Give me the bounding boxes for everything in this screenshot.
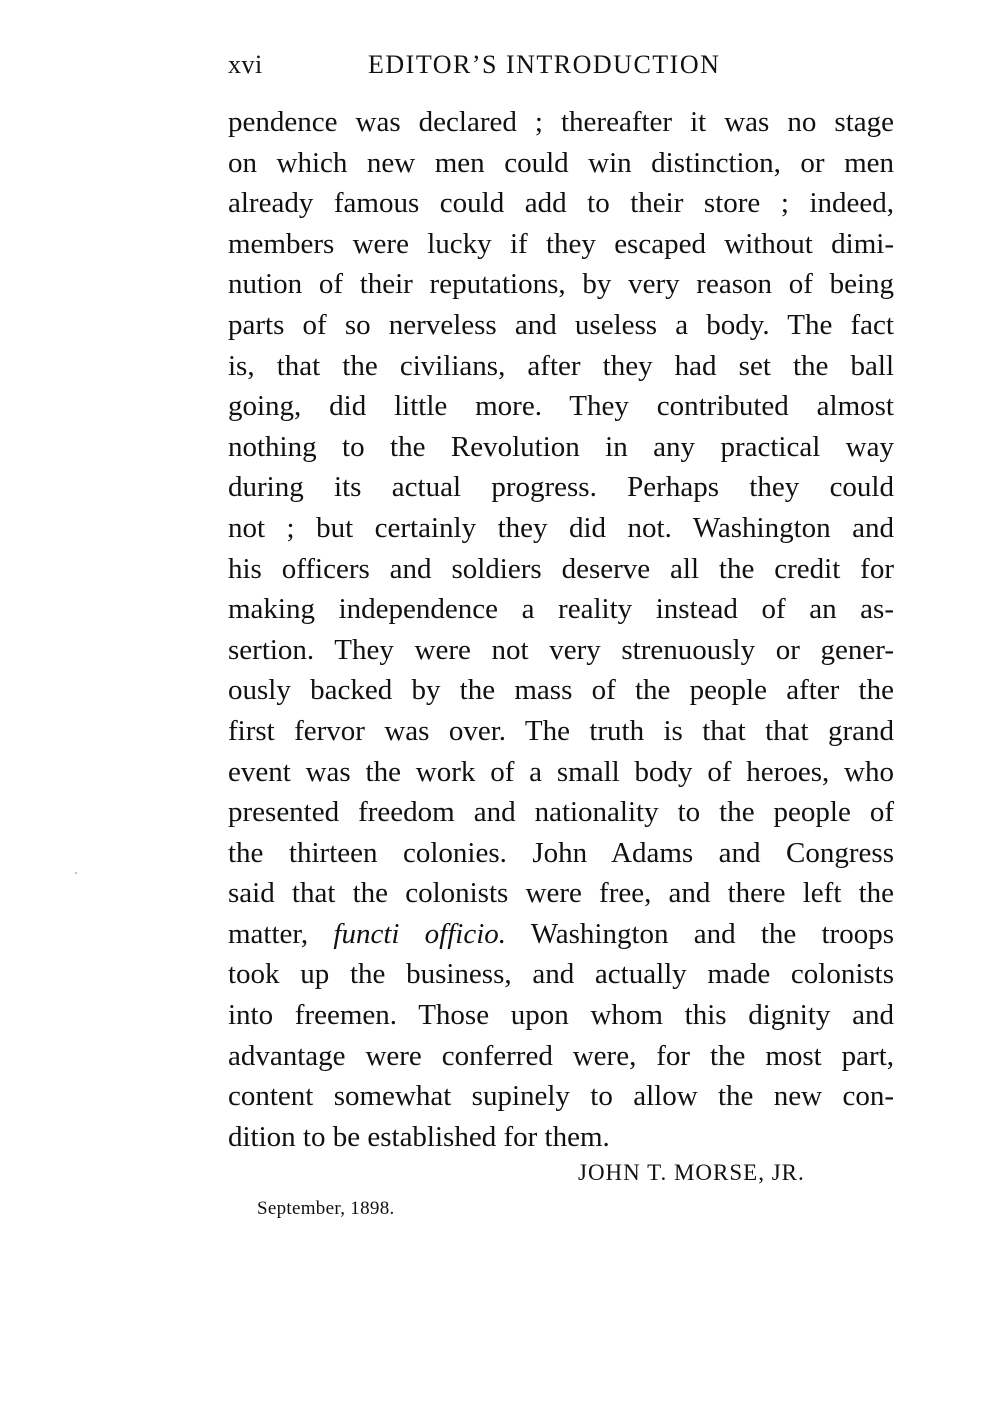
body-text bbox=[228, 102, 894, 1157]
paper-speck bbox=[75, 872, 77, 874]
text-fragment: Washington and the troops bbox=[506, 917, 894, 950]
text-line: said that the colonists were free, and there left the bbox=[228, 877, 894, 910]
text-line: going, did little more. They contributed almost bbox=[228, 390, 894, 423]
text-line: into freemen. Those upon whom this dignity and bbox=[228, 999, 894, 1032]
text-line: on which new men could win distinction, or men bbox=[228, 146, 894, 179]
text-line: his officers and soldiers deserve all the credit for bbox=[228, 552, 894, 585]
text-line: advantage were conferred were, for the most part, bbox=[228, 1039, 894, 1072]
author-signature: JOHN T. MORSE, JR. bbox=[578, 1160, 805, 1185]
italic-phrase: functi officio. bbox=[333, 917, 507, 950]
text-line: ously backed by the mass of the people after the bbox=[228, 674, 894, 707]
text-line: nothing to the Revolution in any practical way bbox=[228, 430, 894, 463]
text-line: nution of their reputations, by very reason of being bbox=[228, 268, 894, 301]
text-line-with-italic bbox=[228, 914, 894, 955]
text-line: members were lucky if they escaped without dimi- bbox=[228, 227, 894, 260]
page-number: xvi bbox=[228, 50, 263, 79]
text-line: is, that the civilians, after they had set the ball bbox=[228, 349, 894, 382]
text-line: content somewhat supinely to allow the new con- bbox=[228, 1080, 894, 1113]
text-line: sertion. They were not very strenuously or gener- bbox=[228, 633, 894, 666]
text-line: pendence was declared ; thereafter it was no stage bbox=[228, 106, 894, 138]
text-line: event was the work of a small body of heroes, who bbox=[228, 755, 894, 788]
text-line: presented freedom and nationality to the people of bbox=[228, 796, 894, 829]
text-line: during its actual progress. Perhaps they could bbox=[228, 471, 894, 504]
text-fragment: matter, bbox=[228, 917, 334, 950]
text-line: the thirteen colonies. John Adams and Congress bbox=[228, 836, 894, 869]
text-line: took up the business, and actually made colonists bbox=[228, 958, 894, 991]
running-head bbox=[228, 50, 894, 84]
text-line: already famous could add to their store ; indeed, bbox=[228, 187, 894, 220]
text-line: first fervor was over. The truth is that that grand bbox=[228, 714, 894, 747]
running-title: EDITOR’S INTRODUCTION bbox=[368, 50, 721, 79]
dateline: September, 1898. bbox=[257, 1198, 395, 1219]
text-line: not ; but certainly they did not. Washington and bbox=[228, 511, 894, 544]
text-line: making independence a reality instead of an as- bbox=[228, 593, 894, 626]
text-line: parts of so nerveless and useless a body. The fact bbox=[228, 308, 894, 341]
text-line-last: dition to be established for them. bbox=[228, 1120, 610, 1153]
